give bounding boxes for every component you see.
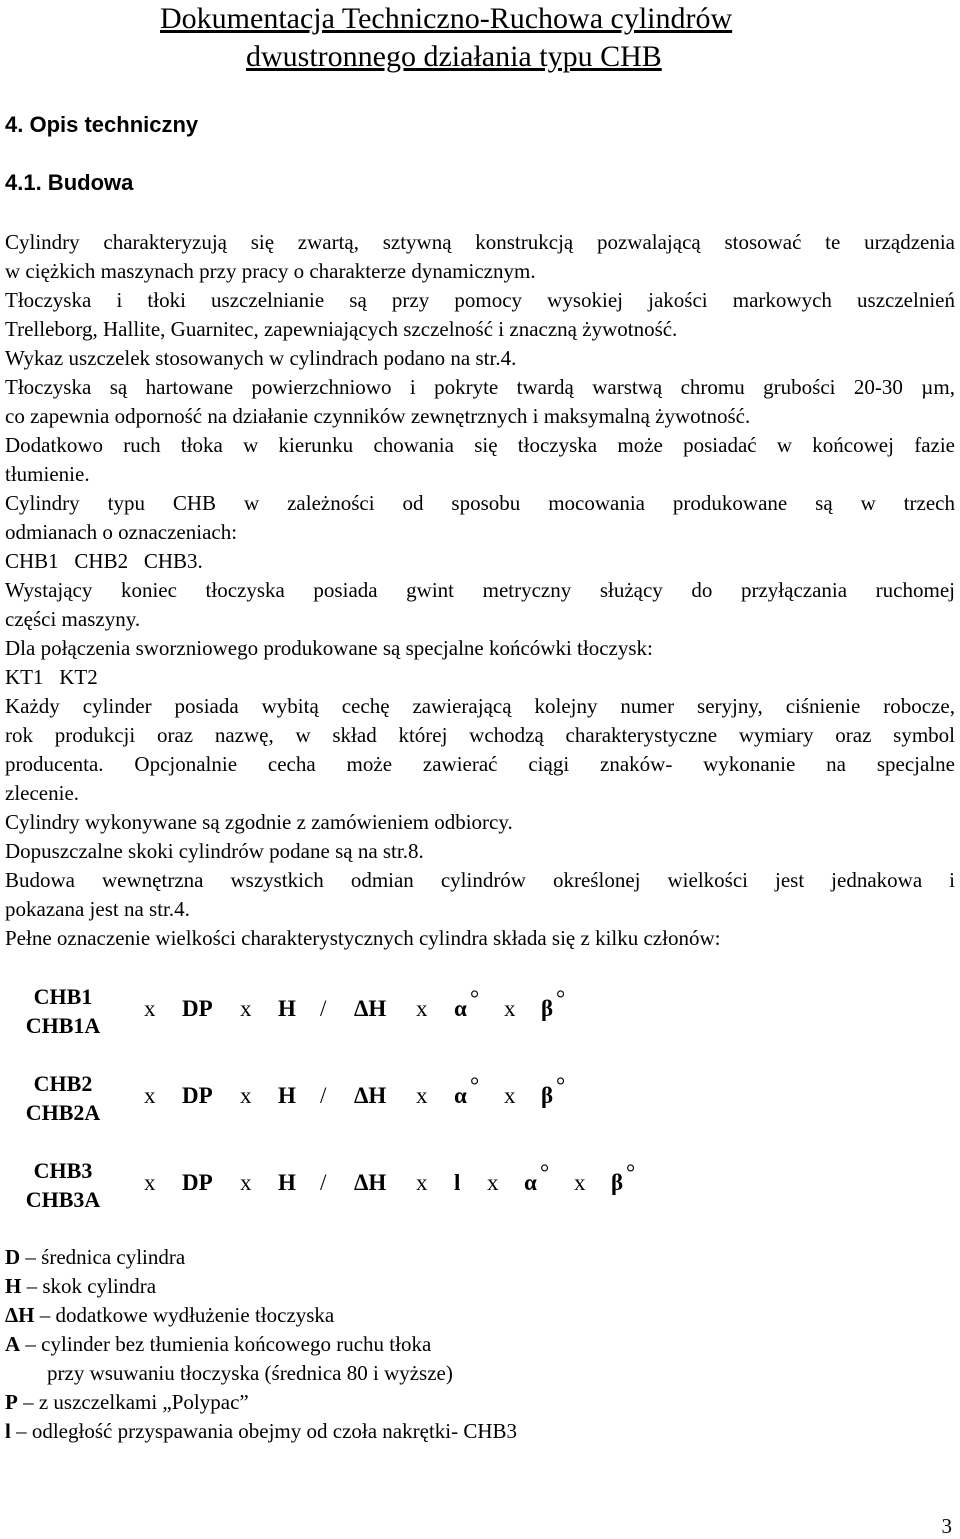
formula-token: DP — [182, 996, 213, 1021]
text-line: Każdy cylinder posiada wybitą cechę zawierającą kolejny numer seryjny, ciśnienie robocze, — [5, 694, 955, 718]
legend-key: A — [5, 1332, 21, 1356]
text-line: Cylindry wykonywane są zgodnie z zamówieniem odbiorcy. — [5, 810, 513, 834]
formula-token: H — [278, 1083, 296, 1108]
formula-token: / — [320, 1083, 327, 1108]
formula-token: α — [454, 996, 467, 1021]
formula-token: l — [454, 1170, 461, 1195]
text-line: Trelleborg, Hallite, Guarnitec, zapewniających szczelność i znaczną żywotność. — [5, 317, 678, 341]
text-line: Wystający koniec tłoczyska posiada gwint metryczny służący do przyłączania ruchomej — [5, 578, 955, 602]
legend-list — [5, 1243, 517, 1446]
type-name: CHB2A — [25, 1100, 101, 1125]
formula-token: x — [240, 1083, 252, 1108]
legend-item — [5, 1417, 517, 1446]
formula-type-names — [18, 1156, 108, 1214]
formula-type-names — [18, 982, 108, 1040]
text-line: Dopuszczalne skoki cylindrów podane są na str.8. — [5, 839, 424, 863]
type-name: CHB2 — [33, 1071, 93, 1096]
formula-token: x — [574, 1170, 586, 1195]
formula-token: α — [524, 1170, 537, 1195]
text-line: CHB1 CHB2 CHB3. — [5, 549, 203, 573]
text-line: Dodatkowo ruch tłoka w kierunku chowania się tłoczyska może posiadać w końcowej fazie — [5, 433, 955, 457]
formula-type-names — [18, 1069, 108, 1127]
header-title-line2: dwustronnego działania typu CHB — [246, 40, 662, 73]
degree-symbol: ° — [556, 986, 566, 1011]
formula-chb2 — [0, 1069, 960, 1149]
formula-chb1 — [0, 982, 960, 1062]
formula-token: x — [144, 1083, 156, 1108]
formula-token: x — [487, 1170, 499, 1195]
text-line: Wykaz uszczelek stosowanych w cylindrach podano na str.4. — [5, 346, 517, 370]
type-name: CHB3 — [33, 1158, 93, 1183]
legend-text: – skok cylindra — [21, 1274, 157, 1298]
legend-key: H — [5, 1274, 22, 1298]
legend-key: D — [5, 1245, 21, 1269]
formula-token: β — [611, 1170, 624, 1195]
formula-token: α — [454, 1083, 467, 1108]
formula-token: H — [278, 996, 296, 1021]
text-line: Tłoczyska są hartowane powierzchniowo i pokryte twardą warstwą chromu grubości 20-30 µm, — [5, 375, 955, 399]
legend-key: P — [5, 1390, 18, 1414]
degree-symbol: ° — [626, 1160, 636, 1185]
degree-symbol: ° — [556, 1073, 566, 1098]
text-line: co zapewnia odporność na działanie czynników zewnętrznych i maksymalną żywotność. — [5, 404, 751, 428]
text-line: Budowa wewnętrzna wszystkich odmian cylindrów określonej wielkości jest jednakowa i — [5, 868, 955, 892]
formula-token: x — [144, 996, 156, 1021]
legend-item — [5, 1301, 517, 1330]
text-line: rok produkcji oraz nazwę, w skład której wchodzą charakterystyczne wymiary oraz symbol — [5, 723, 955, 747]
formula-token: / — [320, 996, 327, 1021]
formula-token: x — [504, 996, 516, 1021]
text-line: tłumienie. — [5, 462, 90, 486]
text-line: producenta. Opcjonalnie cecha może zawierać ciągi znaków- wykonanie na specjalne — [5, 752, 955, 776]
legend-item — [5, 1359, 517, 1388]
formula-token: x — [416, 996, 428, 1021]
degree-symbol: ° — [470, 1073, 480, 1098]
text-line: Dla połączenia sworzniowego produkowane są specjalne końcówki tłoczysk: — [5, 636, 653, 660]
legend-text: – cylinder bez tłumienia końcowego ruchu tłoka — [20, 1332, 432, 1356]
subsection-heading: 4.1. Budowa — [5, 170, 134, 195]
text-line: Cylindry typu CHB w zależności od sposobu mocowania produkowane są w trzech — [5, 491, 955, 515]
type-name: CHB1A — [25, 1013, 101, 1038]
legend-item — [5, 1243, 517, 1272]
legend-text: – z uszczelkami „Polypac” — [17, 1390, 249, 1414]
degree-symbol: ° — [470, 986, 480, 1011]
legend-item — [5, 1330, 517, 1359]
header-title-line1: Dokumentacja Techniczno-Ruchowa cylindrów — [160, 2, 733, 35]
legend-item — [5, 1272, 517, 1301]
degree-symbol: ° — [540, 1160, 550, 1185]
formula-token: x — [416, 1083, 428, 1108]
text-line: Cylindry charakteryzują się zwartą, sztywną konstrukcją pozwalającą stosować te urządzenia — [5, 230, 955, 254]
formula-chb3 — [0, 1156, 960, 1236]
legend-text: – średnica cylindra — [20, 1245, 186, 1269]
formula-token: x — [240, 1170, 252, 1195]
formula-token: DP — [182, 1083, 213, 1108]
section-heading: 4. Opis techniczny — [5, 112, 199, 137]
formula-token: x — [144, 1170, 156, 1195]
legend-text: – odległość przyspawania obejmy od czoła nakrętki- CHB3 — [10, 1419, 518, 1443]
type-name: CHB3A — [25, 1187, 101, 1212]
legend-key: l — [5, 1419, 11, 1443]
formula-token: x — [240, 996, 252, 1021]
formula-token: x — [504, 1083, 516, 1108]
text-line: Pełne oznaczenie wielkości charakterystycznych cylindra składa się z kilku członów: — [5, 926, 721, 950]
text-line: pokazana jest na str.4. — [5, 897, 190, 921]
formula-token: β — [541, 996, 554, 1021]
body-text — [5, 228, 955, 953]
page-number: 3 — [941, 1514, 952, 1538]
legend-text: przy wsuwaniu tłoczyska (średnica 80 i wyższe) — [47, 1361, 453, 1385]
formula-token: ΔH — [354, 1170, 387, 1195]
legend-text: – dodatkowe wydłużenie tłoczyska — [34, 1303, 335, 1327]
legend-item — [5, 1388, 517, 1417]
formula-token: DP — [182, 1170, 213, 1195]
formula-token: ΔH — [354, 996, 387, 1021]
formula-token: H — [278, 1170, 296, 1195]
legend-key: ΔH — [5, 1303, 35, 1327]
text-line: części maszyny. — [5, 607, 141, 631]
formula-token: / — [320, 1170, 327, 1195]
formula-token: β — [541, 1083, 554, 1108]
text-line: zlecenie. — [5, 781, 80, 805]
formula-token: ΔH — [354, 1083, 387, 1108]
formula-token: x — [416, 1170, 428, 1195]
text-line: w ciężkich maszynach przy pracy o charakterze dynamicznym. — [5, 259, 536, 283]
text-line: Tłoczyska i tłoki uszczelnianie są przy pomocy wysokiej jakości markowych uszczelnień — [5, 288, 955, 312]
type-name: CHB1 — [33, 984, 93, 1009]
text-line: odmianach o oznaczeniach: — [5, 520, 238, 544]
text-line: KT1 KT2 — [5, 665, 98, 689]
